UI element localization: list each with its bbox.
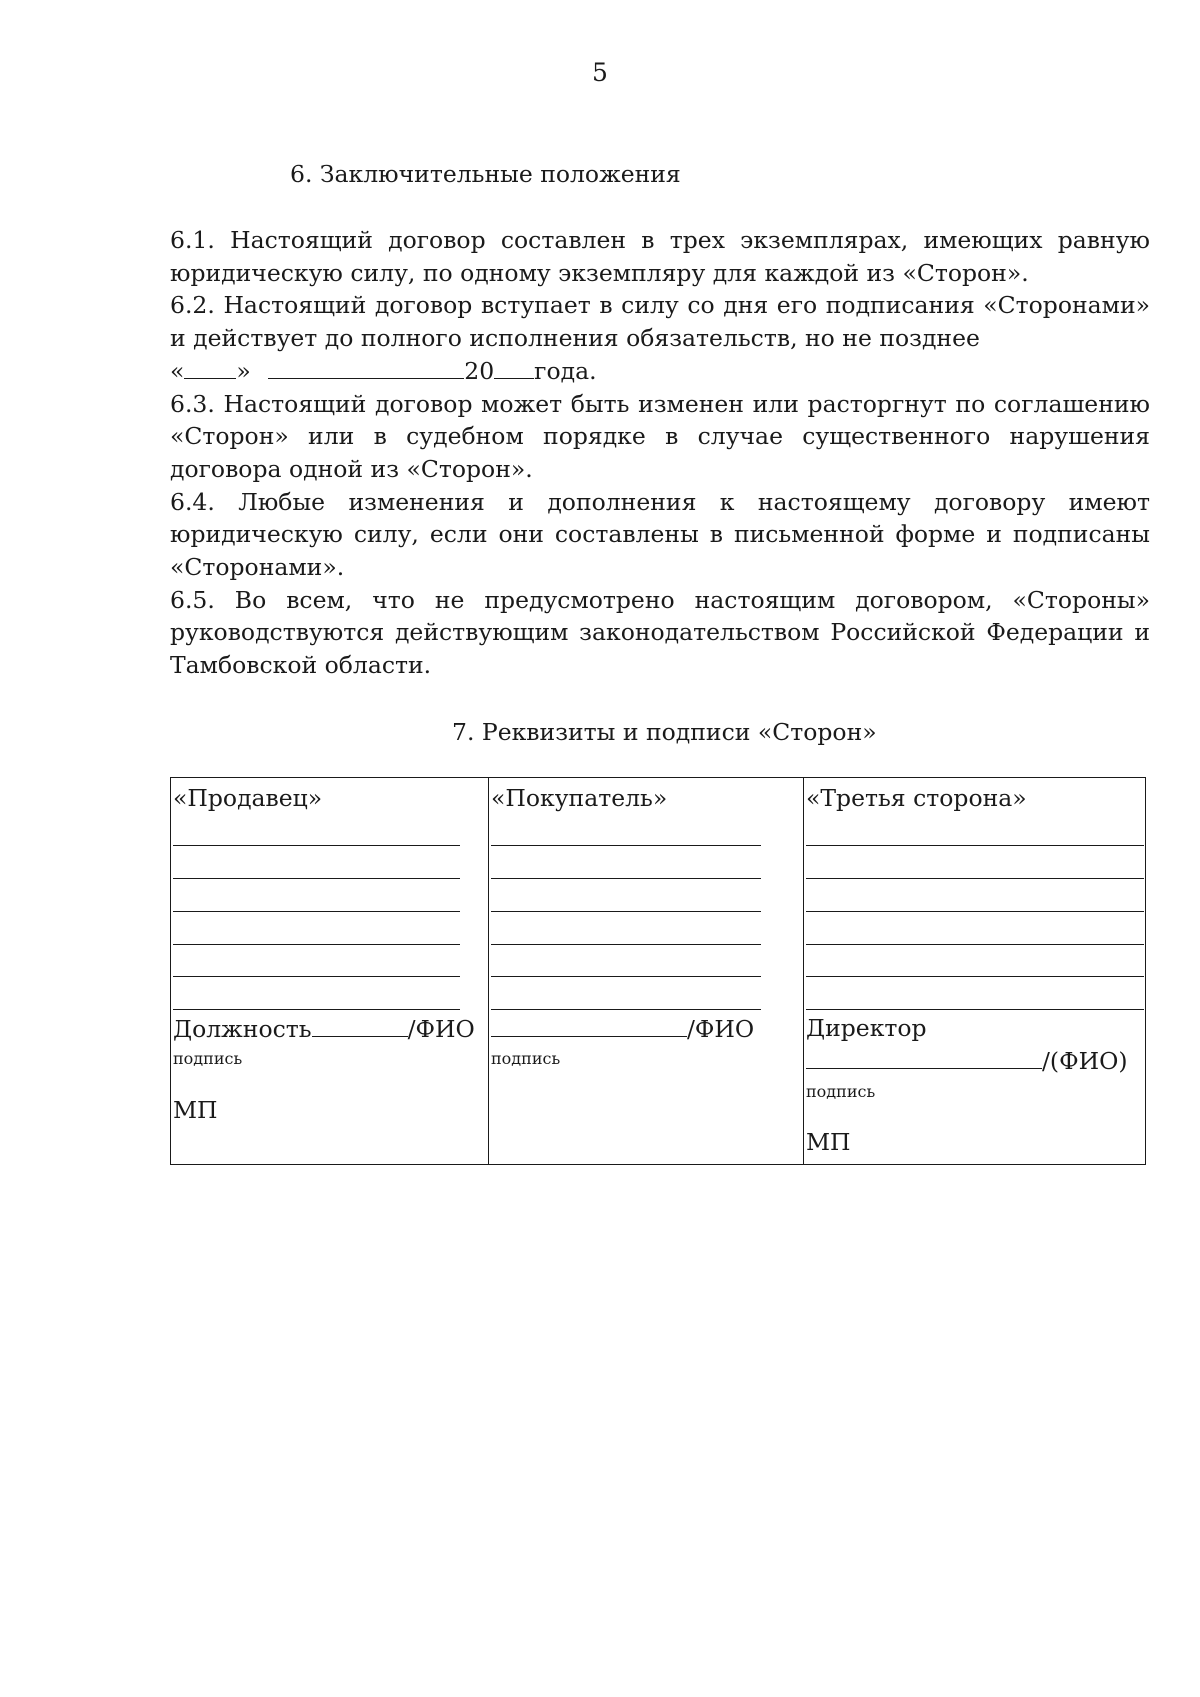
- third-fio: /(ФИО): [1042, 1047, 1128, 1075]
- date-suffix: года.: [534, 356, 597, 385]
- buyer-line-1: [491, 845, 761, 846]
- seller-line-1: [173, 845, 460, 846]
- seller-cell: [171, 778, 489, 1165]
- buyer-line-3: [491, 911, 761, 912]
- buyer-line-2: [491, 878, 761, 879]
- buyer-signature-blank: [491, 1014, 687, 1037]
- seller-line-6: [173, 1009, 460, 1010]
- buyer-cell: [489, 778, 804, 1165]
- clause-6-5: 6.5. Во всем, что не предусмотрено настоящим договором, «Стороны» руководствуются действующим законодательством Российской Федерации и Тамбовской области.: [170, 585, 1150, 680]
- seller-signature-caption: подпись: [173, 1049, 243, 1068]
- seller-line-4: [173, 944, 460, 945]
- seller-line-5: [173, 976, 460, 977]
- third-line-2: [806, 878, 1144, 879]
- clause-6-4: 6.4. Любые изменения и дополнения к настоящему договору имеют юридическую силу, если они составлены в письменной форме и подписаны «Сторонами».: [170, 487, 1150, 582]
- third-signature-blank: [806, 1046, 1042, 1069]
- year-blank: [494, 356, 534, 379]
- third-line-5: [806, 976, 1144, 977]
- third-position-label: Директор: [806, 1014, 927, 1042]
- third-line-6: [806, 1009, 1144, 1010]
- seller-signature-blank: [312, 1014, 408, 1037]
- clause-6-2-text: 6.2. Настоящий договор вступает в силу со дня его подписания «Сторонами» и действует до полного исполнения обязательств, но не позднее: [170, 291, 1150, 353]
- third-signature-caption: подпись: [806, 1082, 876, 1101]
- buyer-line-4: [491, 944, 761, 945]
- third-signature-line: [806, 1046, 1128, 1075]
- third-line-4: [806, 944, 1144, 945]
- clause-6-1: 6.1. Настоящий договор составлен в трех экземплярах, имеющих равную юридическую силу, по одному экземпляру для каждой из «Сторон».: [170, 226, 1150, 287]
- seller-position-label: Должность: [173, 1015, 312, 1043]
- seller-stamp: МП: [173, 1096, 218, 1124]
- buyer-signature-caption: подпись: [491, 1049, 561, 1068]
- buyer-line-5: [491, 976, 761, 977]
- seller-line-3: [173, 911, 460, 912]
- month-blank: [268, 356, 464, 379]
- day-blank: [184, 356, 236, 379]
- seller-signature-line: [173, 1014, 475, 1043]
- section-6-title: 6. Заключительные положения: [290, 160, 681, 188]
- clause-6-3: 6.3. Настоящий договор может быть изменен или расторгнут по соглашению «Сторон» или в судебном порядке в случае существенного нарушения договора одной из «Сторон».: [170, 389, 1150, 483]
- section-7-title: 7. Реквизиты и подписи «Сторон»: [452, 718, 877, 746]
- date-century: 20: [464, 356, 495, 385]
- page-number: 5: [592, 58, 608, 87]
- buyer-header: «Покупатель»: [491, 784, 668, 812]
- buyer-line-6: [491, 1009, 761, 1010]
- third-party-cell: [804, 778, 1146, 1165]
- third-party-header: «Третья сторона»: [806, 784, 1027, 812]
- third-line-3: [806, 911, 1144, 912]
- third-stamp: МП: [806, 1128, 851, 1156]
- section-6-body: [170, 224, 1150, 682]
- seller-fio: /ФИО: [407, 1015, 475, 1043]
- third-line-1: [806, 845, 1144, 846]
- seller-header: «Продавец»: [173, 784, 323, 812]
- clause-6-2: [170, 289, 1150, 387]
- buyer-fio: /ФИО: [687, 1015, 755, 1043]
- buyer-signature-line: [491, 1014, 754, 1043]
- seller-line-2: [173, 878, 460, 879]
- date-open-quote: «: [170, 356, 185, 385]
- date-close-quote: »: [236, 356, 251, 385]
- requisites-table: [170, 777, 1146, 1165]
